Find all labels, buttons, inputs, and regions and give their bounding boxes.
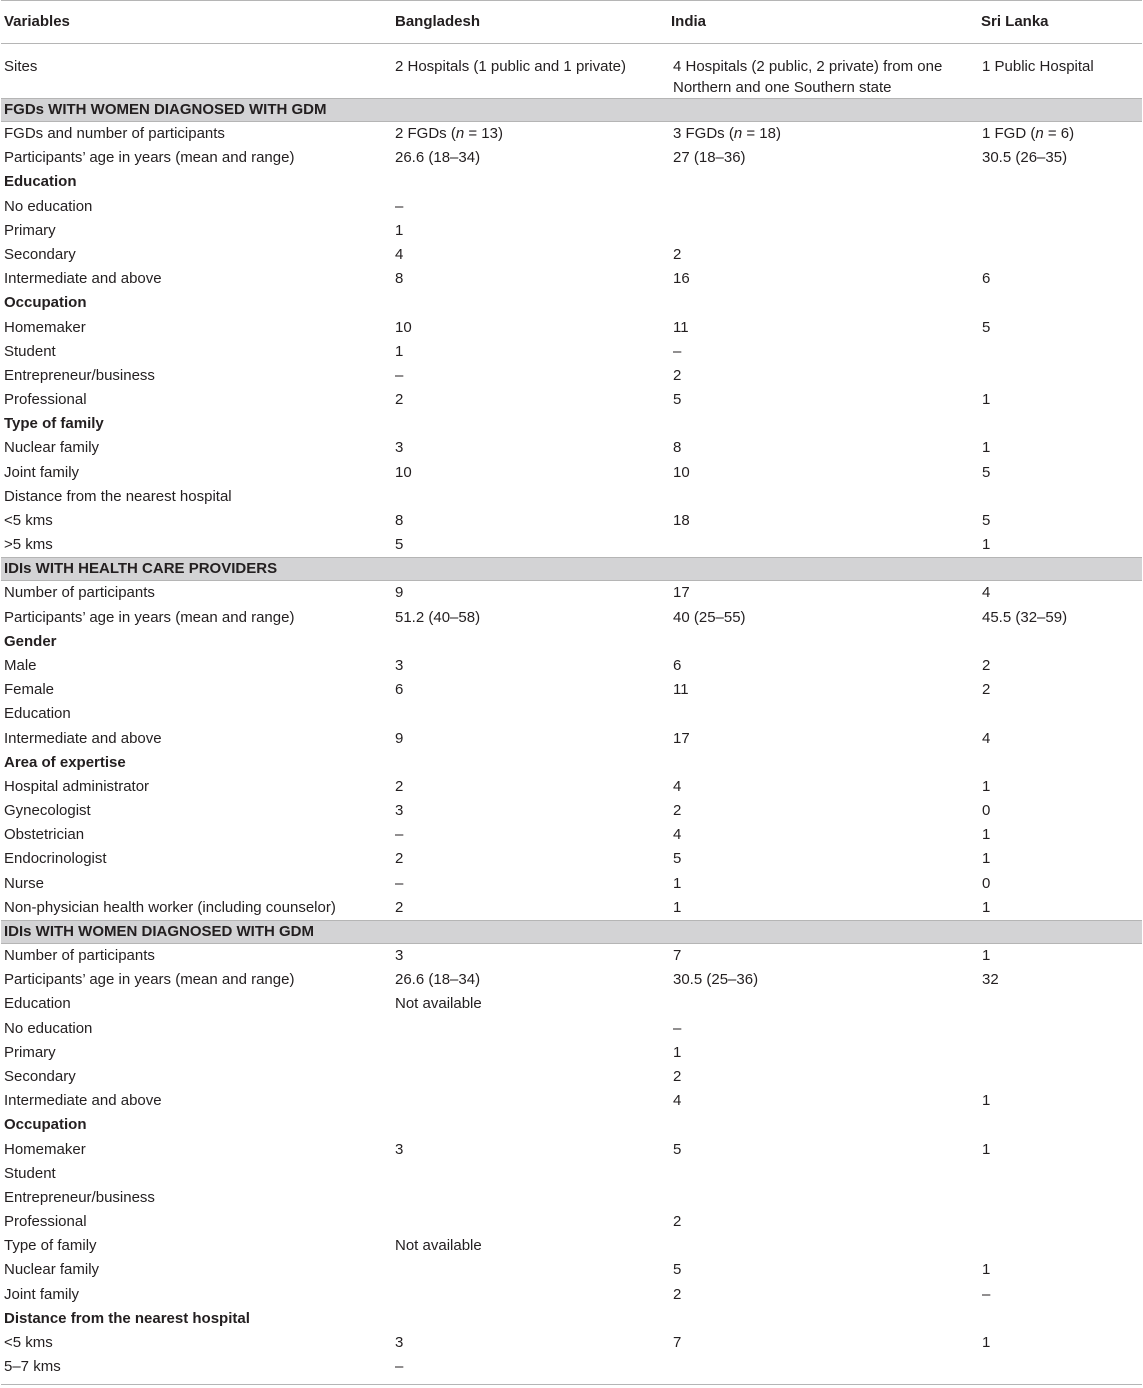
table-row: [1, 678, 1142, 702]
table-header: [1, 1, 1142, 44]
cell-bangladesh: –: [395, 826, 404, 844]
table-row: [1, 533, 1142, 558]
cell-bangladesh: 2: [395, 391, 404, 409]
cell-india: [668, 412, 978, 436]
cell-bangladesh: [391, 412, 668, 436]
cell-sri-lanka: [978, 1017, 1142, 1041]
cell-sri-lanka: 1: [982, 1140, 991, 1158]
cell-variable: Area of expertise: [4, 753, 126, 771]
header-bangladesh: [391, 1, 668, 44]
cell-variable: Non-physician health worker (including counselor): [4, 898, 336, 916]
cell-sri-lanka: [978, 1307, 1142, 1331]
cell-bangladesh: [391, 1065, 668, 1089]
table-row: [1, 1331, 1142, 1355]
cell-variable: >5 kms: [4, 536, 53, 554]
cell-variable: Gynecologist: [4, 802, 91, 820]
table-row: [1, 1017, 1142, 1041]
cell-india: [668, 170, 978, 194]
cell-india: [668, 1162, 978, 1186]
cell-sri-lanka: [978, 702, 1142, 726]
cell-india: 1: [673, 898, 682, 916]
cell-sri-lanka: [978, 219, 1142, 243]
cell-india: 7: [673, 947, 682, 964]
header-bangladesh-label: Bangladesh: [395, 12, 481, 30]
table-row: [1, 364, 1142, 388]
sites-bangladesh: 2 Hospitals (1 public and 1 private): [395, 58, 626, 75]
cell-bangladesh: 2: [395, 777, 404, 795]
cell-bangladesh: –: [391, 1355, 668, 1385]
cell-sri-lanka: [978, 291, 1142, 315]
cell-india: [668, 992, 978, 1016]
cell-variable: Type of family: [4, 1237, 97, 1255]
cell-india: [668, 1355, 978, 1385]
table-row: [1, 1210, 1142, 1234]
cell-bangladesh: [391, 751, 668, 775]
cell-india: 5: [673, 391, 682, 409]
cell-variable: No education: [4, 1019, 93, 1037]
cell-india: 17: [673, 584, 690, 602]
cell-variable: Secondary: [4, 1067, 76, 1085]
cell-sri-lanka: [978, 1065, 1142, 1089]
cell-variable: Gender: [4, 632, 57, 650]
cell-variable: Secondary: [4, 245, 76, 263]
cell-variable: <5 kms: [4, 512, 53, 529]
cell-bangladesh: –: [395, 197, 404, 215]
table-row: [1, 581, 1142, 606]
cell-india: 11: [673, 681, 689, 699]
cell-india: 10: [673, 463, 690, 481]
cell-sri-lanka: 5: [982, 463, 991, 481]
cell-bangladesh: [391, 1017, 668, 1041]
cell-sri-lanka: [978, 1186, 1142, 1210]
cell-variable: Participants’ age in years (mean and range): [4, 608, 295, 626]
cell-bangladesh: [391, 1307, 668, 1331]
cell-bangladesh: 1: [395, 342, 404, 360]
cell-sri-lanka: [978, 170, 1142, 194]
table-row: [1, 1355, 1142, 1385]
cell-sri-lanka: [978, 412, 1142, 436]
cell-sri-lanka: –: [982, 1285, 991, 1303]
table-row: [1, 436, 1142, 460]
cell-variable: Nurse: [4, 874, 45, 892]
section-title: IDIs WITH HEALTH CARE PROVIDERS: [1, 558, 1142, 581]
table-subheading-row: [1, 412, 1142, 436]
cell-bangladesh: 3: [395, 1334, 404, 1351]
cell-india: 16: [673, 270, 690, 288]
cell-bangladesh: 2 FGDs (n = 13): [395, 125, 503, 142]
cell-variable: Education: [4, 705, 71, 723]
cell-bangladesh: 4: [395, 245, 404, 263]
cell-variable: Participants’ age in years (mean and range): [4, 149, 295, 167]
cell-india: [668, 219, 978, 243]
cell-variable: Number of participants: [4, 584, 155, 602]
cell-sri-lanka: 6: [982, 270, 991, 288]
cell-bangladesh: 2: [395, 850, 404, 868]
cell-variable: Education: [4, 173, 77, 191]
cell-india: [668, 630, 978, 654]
cell-variable: Homemaker: [4, 318, 86, 336]
cell-india: 1: [673, 1043, 682, 1061]
cell-variable: 5–7 kms: [1, 1355, 391, 1385]
cell-sri-lanka: [978, 751, 1142, 775]
cell-bangladesh: 26.6 (18–34): [395, 971, 481, 989]
cell-variable: Intermediate and above: [4, 729, 162, 747]
cell-variable: Occupation: [4, 294, 87, 312]
cell-sri-lanka: 4: [982, 729, 991, 747]
cell-bangladesh: 5: [395, 536, 404, 554]
table-row: [1, 1186, 1142, 1210]
table-subheading-row: [1, 1113, 1142, 1137]
cell-india: [668, 1307, 978, 1331]
cell-india: 8: [673, 439, 682, 457]
cell-bangladesh: 3: [395, 656, 404, 674]
cell-india: 18: [673, 512, 690, 529]
cell-bangladesh: 6: [395, 681, 404, 699]
cell-variable: Primary: [4, 1043, 56, 1061]
cell-bangladesh: 3: [395, 947, 404, 964]
cell-sri-lanka: [978, 1210, 1142, 1234]
header-india-label: India: [671, 12, 707, 30]
cell-sri-lanka: 32: [982, 971, 999, 989]
table-row: [1, 340, 1142, 364]
table-row: [1, 485, 1142, 509]
cell-variable: Nuclear family: [4, 1261, 100, 1279]
section-header-row: [1, 558, 1142, 581]
cell-india: 2: [673, 245, 682, 263]
table-row: [1, 195, 1142, 219]
cell-sri-lanka: 0: [982, 874, 991, 892]
cell-variable: Student: [4, 342, 56, 360]
cell-variable: Distance from the nearest hospital: [4, 487, 232, 505]
cell-sri-lanka: 2: [982, 681, 991, 699]
cell-india: 4: [673, 777, 682, 795]
cell-variable: FGDs and number of participants: [4, 125, 225, 142]
cell-india: 3 FGDs (n = 18): [673, 125, 781, 142]
cell-bangladesh: [391, 1283, 668, 1307]
cell-bangladesh: 3: [395, 439, 404, 457]
cell-india: 5: [673, 1140, 682, 1158]
table-subheading-row: [1, 751, 1142, 775]
cell-sri-lanka: 1: [982, 1261, 991, 1279]
cell-india: 30.5 (25–36): [673, 971, 759, 989]
cell-variable: Nuclear family: [4, 439, 100, 457]
table-row: [1, 823, 1142, 847]
cell-sri-lanka: 1: [982, 1334, 991, 1351]
cell-variable: Professional: [4, 1213, 87, 1231]
cell-india: 40 (25–55): [673, 608, 746, 626]
table-row: [1, 267, 1142, 291]
cell-india: 17: [673, 729, 690, 747]
cell-india: –: [673, 342, 682, 360]
table-row: [1, 461, 1142, 485]
cell-bangladesh: [391, 1113, 668, 1137]
cell-india: 6: [673, 656, 682, 674]
cell-bangladesh: 9: [395, 584, 404, 602]
cell-india: 2: [673, 802, 682, 820]
table-row: [1, 1162, 1142, 1186]
cell-sri-lanka: [978, 1234, 1142, 1258]
cell-variable: Female: [4, 681, 55, 699]
cell-sri-lanka: 1 FGD (n = 6): [982, 125, 1075, 142]
cell-india: [668, 751, 978, 775]
table-row: [1, 1041, 1142, 1065]
cell-bangladesh: 9: [395, 729, 404, 747]
cell-sri-lanka: [978, 630, 1142, 654]
cell-sri-lanka: [978, 243, 1142, 267]
cell-sri-lanka: 5: [982, 318, 991, 336]
cell-sri-lanka: 1: [982, 439, 991, 457]
table-row: [1, 219, 1142, 243]
cell-bangladesh: 51.2 (40–58): [395, 608, 481, 626]
cell-bangladesh: –: [395, 366, 404, 384]
cell-bangladesh: [391, 1210, 668, 1234]
cell-sri-lanka: 1: [982, 536, 991, 554]
table-row: [1, 1138, 1142, 1162]
cell-bangladesh: [391, 1089, 668, 1113]
cell-bangladesh: 2: [395, 898, 404, 916]
sites-sri-lanka: 1 Public Hospital: [982, 58, 1094, 75]
table-row: [1, 727, 1142, 751]
cell-india: 1: [673, 874, 682, 892]
cell-variable: Male: [4, 656, 37, 674]
header-row: [1, 1, 1142, 44]
cell-variable: Intermediate and above: [4, 1092, 162, 1110]
cell-bangladesh: 8: [395, 512, 404, 529]
cell-india: 7: [673, 1334, 682, 1351]
cell-sri-lanka: [978, 992, 1142, 1016]
cell-sri-lanka: 1: [982, 850, 991, 868]
cell-bangladesh: [391, 1162, 668, 1186]
cell-variable: Occupation: [4, 1116, 87, 1134]
header-variables: [1, 1, 391, 44]
cell-bangladesh: Not available: [395, 1237, 482, 1255]
cell-variable: Intermediate and above: [4, 270, 162, 288]
cell-bangladesh: 3: [395, 1140, 404, 1158]
header-sri-lanka-label: Sri Lanka: [981, 12, 1049, 30]
table-row: [1, 606, 1142, 630]
cell-variable: Entrepreneur/business: [4, 1188, 155, 1206]
cell-sri-lanka: 2: [982, 656, 991, 674]
sites-label: Sites: [4, 58, 38, 75]
header-sri-lanka: [978, 1, 1142, 44]
cell-variable: Student: [4, 1164, 56, 1182]
cell-india: 2: [673, 1285, 682, 1303]
sites-india: 4 Hospitals (2 public, 2 private) from one Northern and one Southern state: [673, 58, 943, 96]
cell-bangladesh: 10: [395, 318, 412, 336]
cell-india: [668, 533, 978, 558]
cell-india: 4: [673, 1092, 682, 1110]
cell-bangladesh: Not available: [395, 995, 482, 1013]
cell-sri-lanka: 1: [982, 1092, 991, 1110]
table-row: [1, 654, 1142, 678]
cell-bangladesh: [391, 291, 668, 315]
cell-bangladesh: [391, 485, 668, 509]
table-row: [1, 243, 1142, 267]
cell-india: 27 (18–36): [673, 149, 746, 167]
cell-bangladesh: 3: [395, 802, 404, 820]
cell-sri-lanka: 1: [982, 898, 991, 916]
table-row: [1, 872, 1142, 896]
table-row: [1, 1258, 1142, 1282]
cell-india: [668, 1234, 978, 1258]
cell-variable: Type of family: [4, 415, 104, 433]
cell-india: 2: [673, 1213, 682, 1231]
cell-bangladesh: [391, 1186, 668, 1210]
cell-sri-lanka: [978, 1041, 1142, 1065]
cell-india: 11: [673, 318, 689, 336]
cell-variable: <5 kms: [4, 1334, 53, 1351]
cell-sri-lanka: [978, 340, 1142, 364]
cell-variable: Endocrinologist: [4, 850, 107, 868]
cell-bangladesh: 8: [395, 270, 404, 288]
cell-bangladesh: [391, 1041, 668, 1065]
cell-sri-lanka: 4: [982, 584, 991, 602]
cell-india: 4: [673, 826, 682, 844]
demographics-table: [1, 0, 1142, 1385]
cell-variable: Joint family: [4, 1285, 80, 1303]
cell-sri-lanka: [978, 485, 1142, 509]
table-row: [1, 968, 1142, 992]
table-subheading-row: [1, 291, 1142, 315]
cell-variable: Professional: [4, 391, 87, 409]
cell-bangladesh: 10: [395, 463, 412, 481]
table-row: [1, 1234, 1142, 1258]
cell-bangladesh: [391, 630, 668, 654]
cell-variable: Participants’ age in years (mean and range): [4, 971, 295, 989]
table-row: [1, 1065, 1142, 1089]
cell-variable: Entrepreneur/business: [4, 366, 155, 384]
header-india: [668, 1, 978, 44]
cell-bangladesh: 1: [395, 221, 404, 239]
cell-bangladesh: [391, 702, 668, 726]
cell-variable: Number of participants: [4, 947, 155, 964]
cell-variable: Distance from the nearest hospital: [4, 1309, 250, 1327]
cell-bangladesh: [391, 170, 668, 194]
cell-variable: Hospital administrator: [4, 777, 150, 795]
cell-bangladesh: –: [395, 874, 404, 892]
section-title: IDIs WITH WOMEN DIAGNOSED WITH GDM: [1, 921, 1142, 944]
cell-sri-lanka: 1: [982, 777, 991, 795]
table-row: [1, 775, 1142, 799]
cell-india: [668, 1113, 978, 1137]
cell-bangladesh: 26.6 (18–34): [395, 149, 481, 167]
cell-sri-lanka: 1: [982, 826, 991, 844]
cell-india: [668, 702, 978, 726]
cell-sri-lanka: 1: [982, 391, 991, 409]
table-row: [1, 992, 1142, 1016]
cell-sri-lanka: 1: [982, 947, 991, 964]
cell-sri-lanka: [978, 195, 1142, 219]
cell-india: [668, 195, 978, 219]
table-row: [1, 847, 1142, 871]
table-subheading-row: [1, 1307, 1142, 1331]
cell-variable: Primary: [4, 221, 56, 239]
cell-sri-lanka: [978, 1355, 1142, 1385]
cell-india: 5: [673, 1261, 682, 1279]
cell-sri-lanka: 5: [982, 512, 991, 529]
table-row: [1, 702, 1142, 726]
cell-sri-lanka: [978, 1162, 1142, 1186]
cell-sri-lanka: 30.5 (26–35): [982, 149, 1068, 167]
sites-row: [1, 44, 1142, 99]
cell-india: [668, 291, 978, 315]
section-header-row: [1, 99, 1142, 122]
section-title: FGDs WITH WOMEN DIAGNOSED WITH GDM: [1, 99, 1142, 122]
cell-sri-lanka: 45.5 (32–59): [982, 608, 1068, 626]
table-row: [1, 1089, 1142, 1113]
table-row: [1, 944, 1142, 969]
table-row: [1, 896, 1142, 921]
cell-india: 5: [673, 850, 682, 868]
cell-variable: No education: [4, 197, 93, 215]
cell-variable: Education: [4, 995, 71, 1013]
cell-india: 2: [673, 366, 682, 384]
cell-sri-lanka: 0: [982, 802, 991, 820]
cell-sri-lanka: [978, 364, 1142, 388]
table-row: [1, 509, 1142, 533]
cell-india: [668, 485, 978, 509]
cell-india: [668, 1186, 978, 1210]
cell-variable: Homemaker: [4, 1140, 86, 1158]
table-subheading-row: [1, 630, 1142, 654]
table-row: [1, 122, 1142, 147]
table-row: [1, 799, 1142, 823]
table-row: [1, 388, 1142, 412]
header-variables-label: Variables: [4, 12, 70, 30]
cell-sri-lanka: [978, 1113, 1142, 1137]
cell-india: –: [673, 1019, 682, 1037]
cell-variable: Obstetrician: [4, 826, 85, 844]
section-header-row: [1, 921, 1142, 944]
table-row: [1, 146, 1142, 170]
cell-variable: Joint family: [4, 463, 80, 481]
table-subheading-row: [1, 170, 1142, 194]
table-row: [1, 316, 1142, 340]
cell-india: 2: [673, 1067, 682, 1085]
cell-bangladesh: [391, 1258, 668, 1282]
table-row: [1, 1283, 1142, 1307]
table-body: [1, 44, 1142, 1385]
